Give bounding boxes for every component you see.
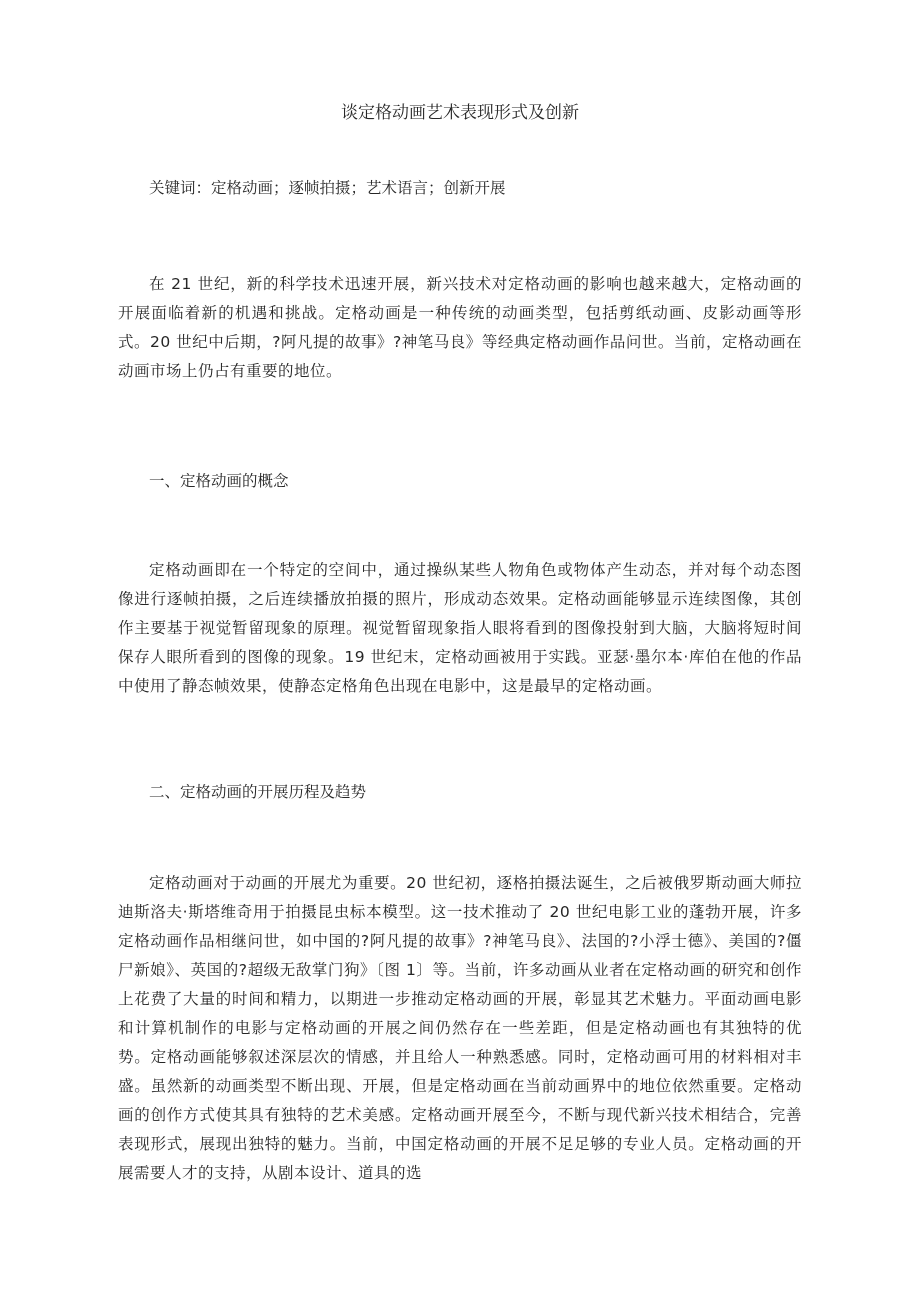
keywords-line: 关键词：定格动画；逐帧拍摄；艺术语言；创新开展 [149,179,506,197]
section-heading-concept: 一、定格动画的概念 [149,472,289,490]
section-heading-history: 二、定格动画的开展历程及趋势 [149,783,367,801]
paragraph-intro: 在 21 世纪，新的科学技术迅速开展，新兴技术对定格动画的影响也越来越大，定格动画的开展面临着新的机遇和挑战。定格动画是一种传统的动画类型，包括剪纸动画、皮影动画等形式。20 世纪中后期，?阿凡提的故事》?神笔马良》等经典定格动画作品问世。当前，定格动画在动画市场上仍占有重要的地位。 [118,275,802,380]
paragraph-concept: 定格动画即在一个特定的空间中，通过操纵某些人物角色或物体产生动态，并对每个动态图像进行逐帧拍摄，之后连续播放拍摄的照片，形成动态效果。定格动画能够显示连续图像，其创作主要基于视觉暂留现象的原理。视觉暂留现象指人眼将看到的图像投射到大脑，大脑将短时间保存人眼所看到的图像的现象。19 世纪末，定格动画被用于实践。亚瑟·墨尔本·库伯在他的作品中使用了静态帧效果，使静态定格角色出现在电影中，这是最早的定格动画。 [118,561,802,695]
document-title: 谈定格动画艺术表现形式及创新 [341,103,579,123]
paragraph-history: 定格动画对于动画的开展尤为重要。20 世纪初，逐格拍摄法诞生，之后被俄罗斯动画大师拉迪斯洛夫·斯塔维奇用于拍摄昆虫标本模型。这一技术推动了 20 世纪电影工业的蓬勃开展，许多定格动画作品相继问世，如中国的?阿凡提的故事》?神笔马良》、法国的?小浮士德》、美国的?僵尸新娘》、英国的?超级无敌掌门狗》〔图 1〕等。当前，许多动画从业者在定格动画的研究和创作上花费了大量的时间和精力，以期进一步推动定格动画的开展，彰显其艺术魅力。平面动画电影和计算机制作的电影与定格动画的开展之间仍然存在一些差距，但是定格动画也有其独特的优势。定格动画能够叙述深层次的情感，并且给人一种熟悉感。同时，定格动画可用的材料相对丰盛。虽然新的动画类型不断出现、开展，但是定格动画在当前动画界中的地位依然重要。定格动画的创作方式使其具有独特的艺术美感。定格动画开展至今，不断与现代新兴技术相结合，完善表现形式，展现出独特的魅力。当前，中国定格动画的开展不足足够的专业人员。定格动画的开展需要人才的支持，从剧本设计、道具的选 [118,874,802,1182]
